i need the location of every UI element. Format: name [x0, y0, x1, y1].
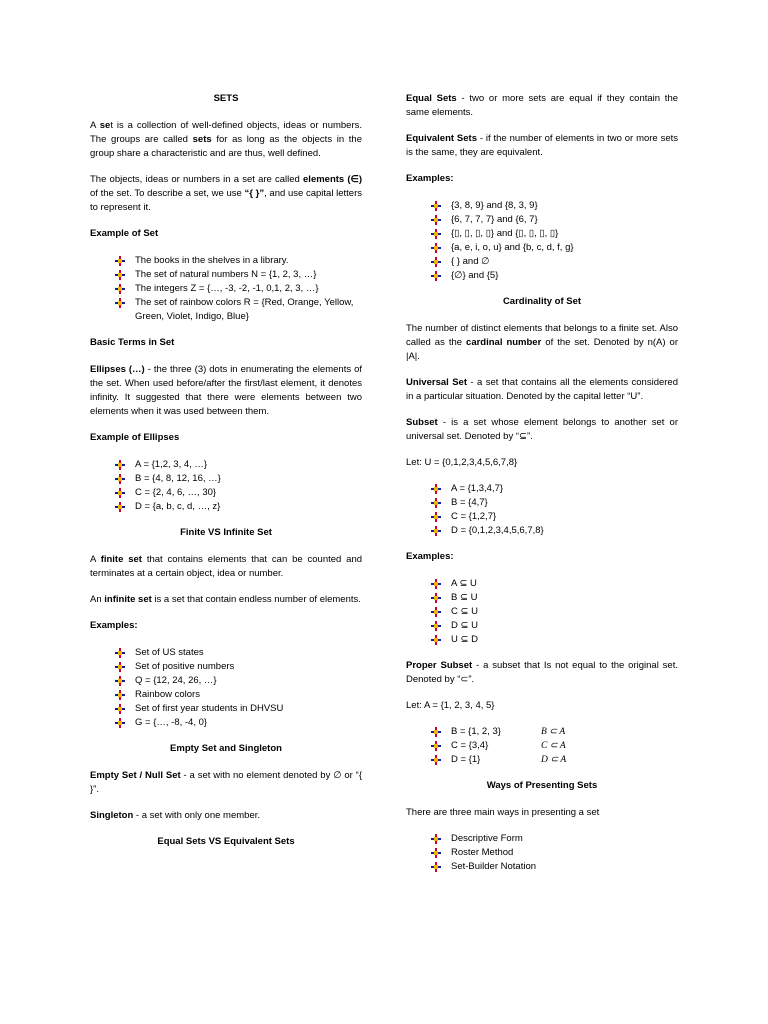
list-item — [115, 660, 362, 674]
empty-heading: Empty Set and Singleton — [170, 743, 282, 754]
list-item — [431, 591, 678, 605]
list-item-text: A = {1,2, 3, 4, …} — [135, 459, 208, 470]
u-sets-list — [406, 482, 678, 538]
list-item-text: C = {2, 4, 6, …, 30} — [135, 487, 217, 498]
subset-definition: Subset - is a set whose element belongs to another set or universal set. Denoted by “⊆”. — [406, 417, 678, 442]
list-item — [115, 716, 362, 730]
list-item-text: {a, e, i, o, u} and {b, c, d, f, g} — [451, 242, 574, 253]
bullet-icon — [115, 298, 125, 308]
list-item — [115, 282, 362, 296]
bullet-icon — [115, 474, 125, 484]
list-item — [431, 633, 678, 647]
basic-terms-heading: Basic Terms in Set — [90, 337, 175, 348]
math-notation: B ⊂ A — [541, 727, 566, 737]
ways-list — [406, 832, 678, 874]
bullet-icon — [431, 621, 441, 631]
list-item — [115, 500, 362, 514]
singleton-definition: Singleton - a set with only one member. — [90, 810, 261, 821]
list-item-text: Roster Method — [451, 847, 514, 858]
list-item-text: {6, 7, 7, 7} and {6, 7} — [451, 214, 538, 225]
list-item — [431, 482, 678, 496]
list-item-text: Set-Builder Notation — [451, 861, 537, 872]
list-item — [431, 739, 678, 753]
ways-intro: There are three main ways in presenting a set — [406, 807, 600, 818]
bullet-icon — [115, 256, 125, 266]
bullet-icon — [431, 834, 441, 844]
list-item-text: {∅} and {5} — [451, 270, 499, 281]
bullet-icon — [431, 526, 441, 536]
bullet-icon — [431, 741, 441, 751]
list-item — [431, 846, 678, 860]
list-item — [431, 227, 678, 241]
subset-examples-list — [406, 577, 678, 647]
list-item-text: Q = {12, 24, 26, …} — [135, 675, 217, 686]
list-item-text: D = {0,1,2,3,4,5,6,7,8} — [451, 525, 544, 536]
list-item — [431, 753, 678, 767]
proper-subset-definition: Proper Subset - a subset that Is not equal to the original set. Denoted by “⊂”. — [406, 660, 678, 685]
list-item-text: {3, 8, 9} and {8, 3, 9} — [451, 200, 538, 211]
bullet-icon — [431, 243, 441, 253]
bullet-icon — [431, 271, 441, 281]
list-item-text: A ⊆ U — [451, 578, 477, 589]
list-item — [431, 510, 678, 524]
list-item — [115, 254, 362, 268]
list-item — [431, 199, 678, 213]
cardinality-heading: Cardinality of Set — [502, 296, 582, 307]
list-item-text: G = {…, -8, -4, 0} — [135, 717, 208, 728]
list-item-text: C = {1,2,7} — [451, 511, 497, 522]
list-item-text: U ⊆ D — [451, 634, 478, 645]
bullet-icon — [115, 270, 125, 280]
bullet-icon — [115, 718, 125, 728]
math-notation: C ⊂ A — [541, 741, 566, 751]
bullet-icon — [115, 488, 125, 498]
list-item-text: { } and ∅ — [451, 256, 490, 267]
bullet-icon — [431, 848, 441, 858]
list-item-text: B = {4, 8, 12, 16, …} — [135, 473, 221, 484]
bullet-icon — [115, 676, 125, 686]
finite-examples-list — [90, 646, 362, 730]
list-item — [115, 646, 362, 660]
list-item-text: The set of natural numbers N = {1, 2, 3, …} — [135, 269, 317, 280]
bullet-icon — [431, 755, 441, 765]
bullet-icon — [115, 284, 125, 294]
ways-heading: Ways of Presenting Sets — [486, 780, 598, 791]
list-item-text: Set of US states — [135, 647, 204, 658]
example-set-heading: Example of Set — [90, 228, 159, 239]
list-item-text: The set of rainbow colors R = {Red, Orange, Yellow, Green, Violet, Indigo, Blue} — [135, 297, 354, 322]
equal-definition: Equal Sets - two or more sets are equal if they contain the same elements. — [406, 93, 679, 118]
examples-heading: Examples: — [90, 620, 138, 631]
list-item — [431, 605, 678, 619]
left-column — [90, 92, 362, 862]
list-item — [431, 832, 678, 846]
bullet-icon — [431, 215, 441, 225]
list-item — [431, 619, 678, 633]
examples-heading-2: Examples: — [406, 551, 454, 562]
finite-definition: A finite set that contains elements that can be counted and terminates at a certain object, idea or number. — [90, 554, 363, 579]
bullet-icon — [115, 690, 125, 700]
elements-paragraph: The objects, ideas or numbers in a set are called elements (∈) of the set. To describe a set, we use “{ }”, and use capital letters to represent it. — [90, 174, 362, 213]
list-item — [431, 241, 678, 255]
list-item — [431, 577, 678, 591]
empty-definition: Empty Set / Null Set - a set with no element denoted by ∅ or “{ }”. — [90, 770, 362, 795]
bullet-icon — [431, 593, 441, 603]
example-set-list — [90, 254, 362, 324]
list-item — [115, 296, 362, 324]
list-item-text: The integers Z = {…, -3, -2, -1, 0,1, 2, 3, …} — [135, 283, 319, 294]
universal-definition: Universal Set - a set that contains all the elements considered in a particular situation. Denoted by the capital letter “U”. — [406, 377, 678, 402]
bullet-icon — [431, 201, 441, 211]
finite-heading: Finite VS Infinite Set — [180, 527, 272, 538]
ellipses-definition: Ellipses (…) - the three (3) dots in enumerating the elements of the set. When used before/after the first/last element, it denotes infinity. It suggested that there were elements between two elements when it was used between them. — [90, 364, 362, 417]
bullet-icon — [115, 648, 125, 658]
list-item-text: A = {1,3,4,7} — [451, 483, 504, 494]
list-item — [115, 458, 362, 472]
list-item — [431, 496, 678, 510]
cardinality-definition: The number of distinct elements that belongs to a finite set. Also called as the cardinal number of the set. Denoted by n(A) or |A|. — [406, 323, 678, 362]
intro-paragraph: A set is a collection of well-defined objects, ideas or numbers. The groups are called sets for as long as the objects in the group share a characteristic and are thus, well defined. — [90, 120, 363, 159]
list-item — [431, 860, 678, 874]
bullet-icon — [431, 635, 441, 645]
list-item — [431, 213, 678, 227]
math-notation: D ⊂ A — [541, 755, 567, 765]
list-item-text: B ⊆ U — [451, 592, 478, 603]
list-item — [115, 268, 362, 282]
equivalent-definition: Equivalent Sets - if the number of elements in two or more sets is the same, they are equivalent. — [406, 133, 679, 158]
list-item-text: D ⊆ U — [451, 620, 478, 631]
list-item-text: D = {1} — [451, 754, 481, 765]
page-title: SETS — [213, 93, 239, 104]
bullet-icon — [431, 257, 441, 267]
list-item — [431, 524, 678, 538]
list-item-text: D = {a, b, c, d, …, z} — [135, 501, 221, 512]
example-ellipses-heading: Example of Ellipses — [90, 432, 180, 443]
bullet-icon — [431, 512, 441, 522]
list-item-text: C = {3,4} — [451, 740, 489, 751]
list-item-text: C ⊆ U — [451, 606, 478, 617]
bullet-icon — [431, 607, 441, 617]
list-item-text: Rainbow colors — [135, 689, 200, 700]
list-item-text: {▯, ▯, ▯, ▯} and {▯, ▯, ▯, ▯} — [451, 228, 559, 239]
right-column — [406, 92, 678, 886]
bullet-icon — [431, 727, 441, 737]
list-item-text: B = {4,7} — [451, 497, 488, 508]
ellipses-list — [90, 458, 362, 514]
bullet-icon — [431, 229, 441, 239]
bullet-icon — [115, 502, 125, 512]
list-item — [115, 674, 362, 688]
equal-examples-list — [406, 199, 678, 283]
bullet-icon — [115, 662, 125, 672]
list-item-text: B = {1, 2, 3} — [451, 726, 501, 737]
list-item — [115, 688, 362, 702]
equal-heading: Equal Sets VS Equivalent Sets — [157, 836, 295, 847]
bullet-icon — [431, 579, 441, 589]
list-item — [115, 702, 362, 716]
list-item — [431, 269, 678, 283]
list-item-text: Set of positive numbers — [135, 661, 235, 672]
bullet-icon — [431, 484, 441, 494]
bullet-icon — [431, 862, 441, 872]
examples-heading: Examples: — [406, 173, 454, 184]
bullet-icon — [115, 704, 125, 714]
proper-subset-list — [406, 725, 678, 767]
list-item-text: Set of first year students in DHVSU — [135, 703, 284, 714]
list-item — [431, 725, 678, 739]
let-a-line: Let: A = {1, 2, 3, 4, 5} — [406, 700, 495, 711]
list-item — [115, 486, 362, 500]
list-item-text: Descriptive Form — [451, 833, 523, 844]
bullet-icon — [431, 498, 441, 508]
bullet-icon — [115, 460, 125, 470]
list-item-text: The books in the shelves in a library. — [135, 255, 289, 266]
list-item — [431, 255, 678, 269]
infinite-definition: An infinite set is a set that contain endless number of elements. — [90, 594, 361, 605]
list-item — [115, 472, 362, 486]
let-u-line: Let: U = {0,1,2,3,4,5,6,7,8} — [406, 457, 518, 468]
